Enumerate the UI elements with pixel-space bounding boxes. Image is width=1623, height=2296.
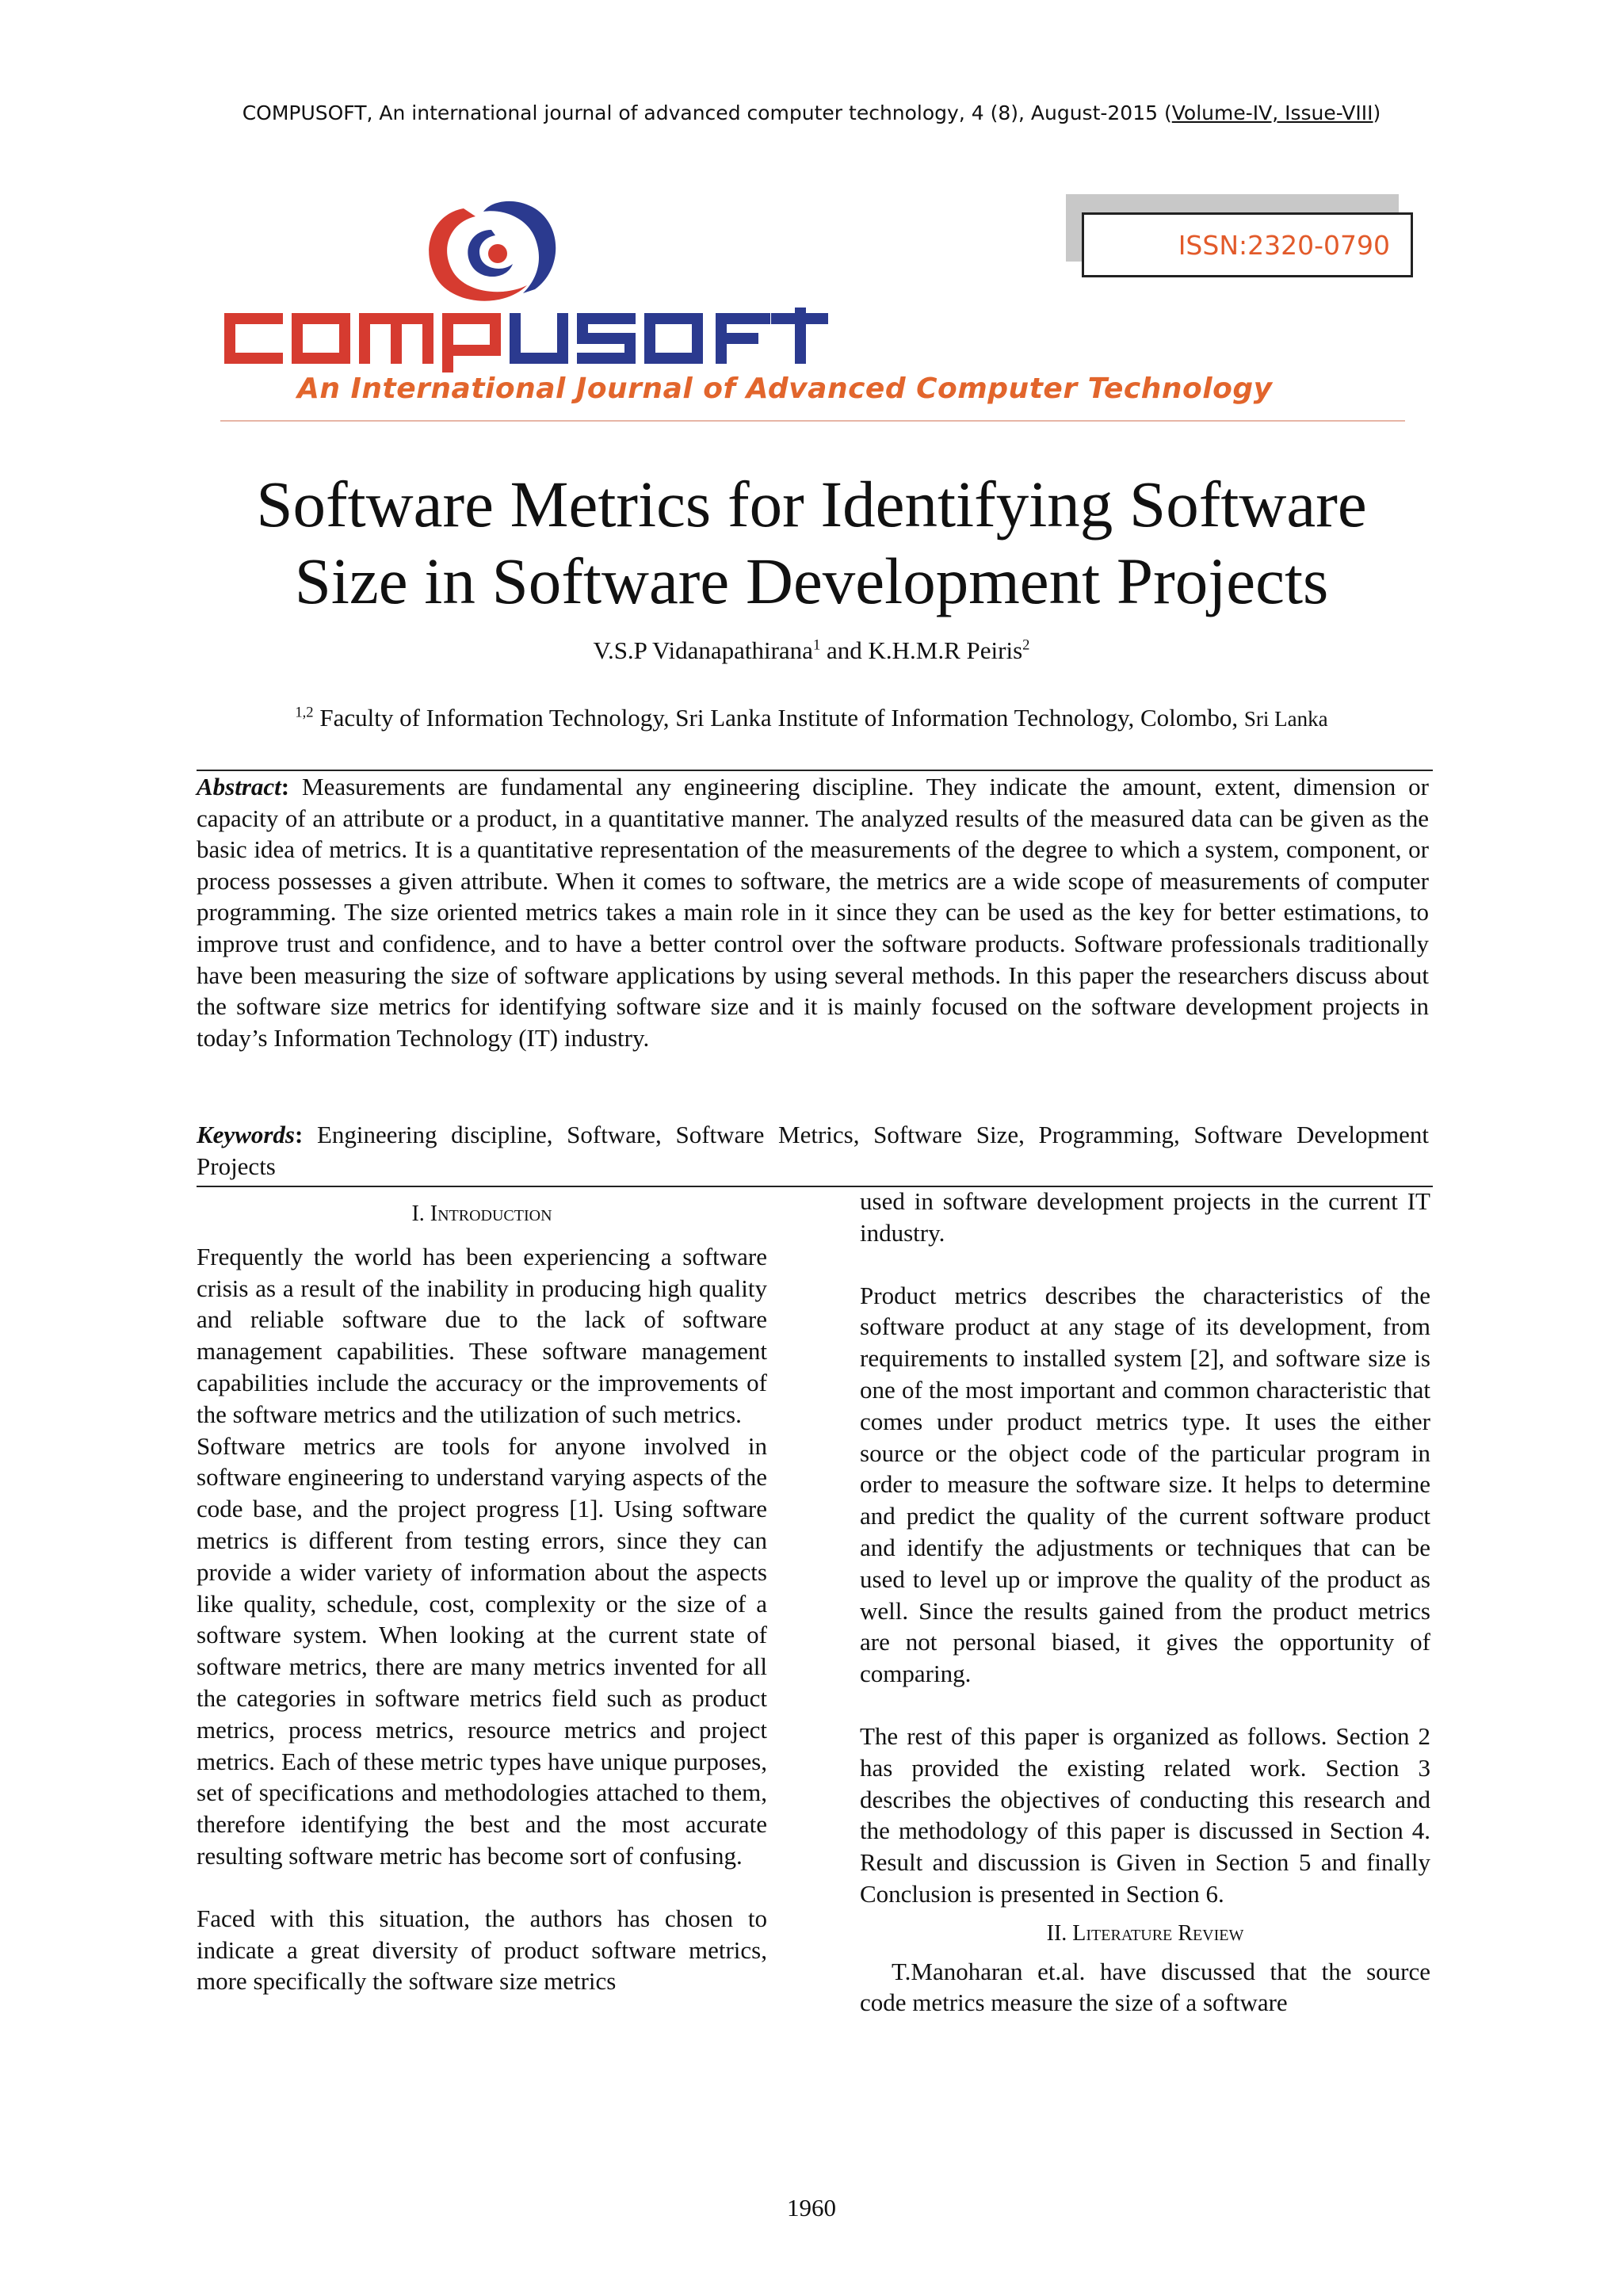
paragraph: Faced with this situation, the authors has chosen to indicate a great diversity of product software metrics, more specifically the software size metrics — [197, 1904, 767, 1996]
volume-issue-link[interactable]: Volume-IV, Issue-VIII — [1171, 101, 1373, 124]
section-heading-introduction: I. Introduction — [411, 1201, 552, 1226]
right-column — [860, 1186, 1430, 2019]
paragraph: Product metrics describes the characteristics of the software product at any stage of its development, from requirements to installed system [2], and software size is one of the most important and common characteristic that comes under product metrics type. It uses the either source or the object code of the particular program in order to measure the software size. It helps to determine and predict the quality of the current software product and identify the adjustments or techniques that can be used to level up or improve the quality of the product as well. Since the results gained from the product metrics are not personal biased, it gives the opportunity of comparing. — [860, 1281, 1430, 1688]
logo-tagline: An International Journal of Advanced Computer Technology — [297, 372, 1273, 405]
paragraph: T.Manoharan et.al. have discussed that the source code metrics measure the size of a software — [860, 1957, 1430, 2017]
left-column — [197, 1198, 767, 1997]
paragraph: The rest of this paper is organized as follows. Section 2 has provided the existing related work. Section 3 describes the objectives of conducting this research and the methodology of this paper is discussed in Section 4. Result and discussion is Given in Section 5 and finally Conclusion is presented in Section 6. — [860, 1721, 1430, 1908]
paragraph: used in software development projects in the current IT industry. — [860, 1187, 1430, 1247]
logo-wordmark — [218, 301, 828, 372]
authors: V.S.P Vidanapathirana$^1$ and K.H.M.R Peiris$^2$ — [593, 636, 1030, 664]
keywords: Keywords: Engineering discipline, Software, Software Metrics, Software Size, Programming, Software Development Projects — [197, 1121, 1429, 1180]
paragraph: Software metrics are tools for anyone involved in software engineering to understand varying aspects of the code base, and the project progress [1]. Using software metrics is different from testing errors, since they can provide a wider variety of information about the aspects like quality, schedule, cost, complexity or the size of a software system. When looking at the current state of software metrics, there are many metrics invented for all the categories in software metrics field such as product metrics, process metrics, resource metrics and project metrics. Each of these metric types have unique purposes, set of specifications and methodologies attached to them, therefore identifying the best and the most accurate resulting software metric has become sort of confusing. — [197, 1431, 767, 1870]
paragraph: Frequently the world has been experiencing a software crisis as a result of the inability in producing high quality and reliable software due to the lack of software management capabilities. These software management capabilities include the accuracy or the improvements of the software metrics and the utilization of such metrics. — [197, 1242, 767, 1428]
header-divider — [220, 420, 1405, 422]
issn-box: ISSN:2320-0790 — [1082, 212, 1413, 277]
abstract: Abstract: Measurements are fundamental any engineering discipline. They indicate the amount, extent, dimension or capacity of an attribute or a product, in a quantitative manner. The analyzed results of the measured data can be given as the basic idea of metrics. It is a quantitative representation of the measurements of the degree to which a system, component, or process possesses a given attribute. When it comes to software, the metrics are a wide scope of measurements of computer programming. The size oriented metrics takes a main role in it since they can be used as the key for better estimations, to improve trust and confidence, and to have a better control over the software products. Software professionals traditionally have been measuring the size of software applications by using several methods. In this paper the researchers discuss about the software size metrics for identifying software size and it is mainly focused on the software development projects in today’s Information Technology (IT) industry. — [197, 773, 1429, 1052]
logo-swirl-icon — [416, 194, 567, 313]
affiliation: $^{1,2}$ Faculty of Information Technology, Sri Lanka Institute of Information Technology, Colombo, Sri Lanka — [295, 704, 1328, 732]
page-number: 1960 — [787, 2194, 836, 2222]
paper-title: Software Metrics for Identifying Software Size in Software Development Projects — [256, 468, 1367, 617]
running-header: COMPUSOFT, An international journal of advanced computer technology, 4 (8), August-2015 (Volume-IV, Issue-VIII) — [242, 101, 1381, 124]
section-heading-literature-review: II. Literature Review — [1046, 1920, 1244, 1946]
